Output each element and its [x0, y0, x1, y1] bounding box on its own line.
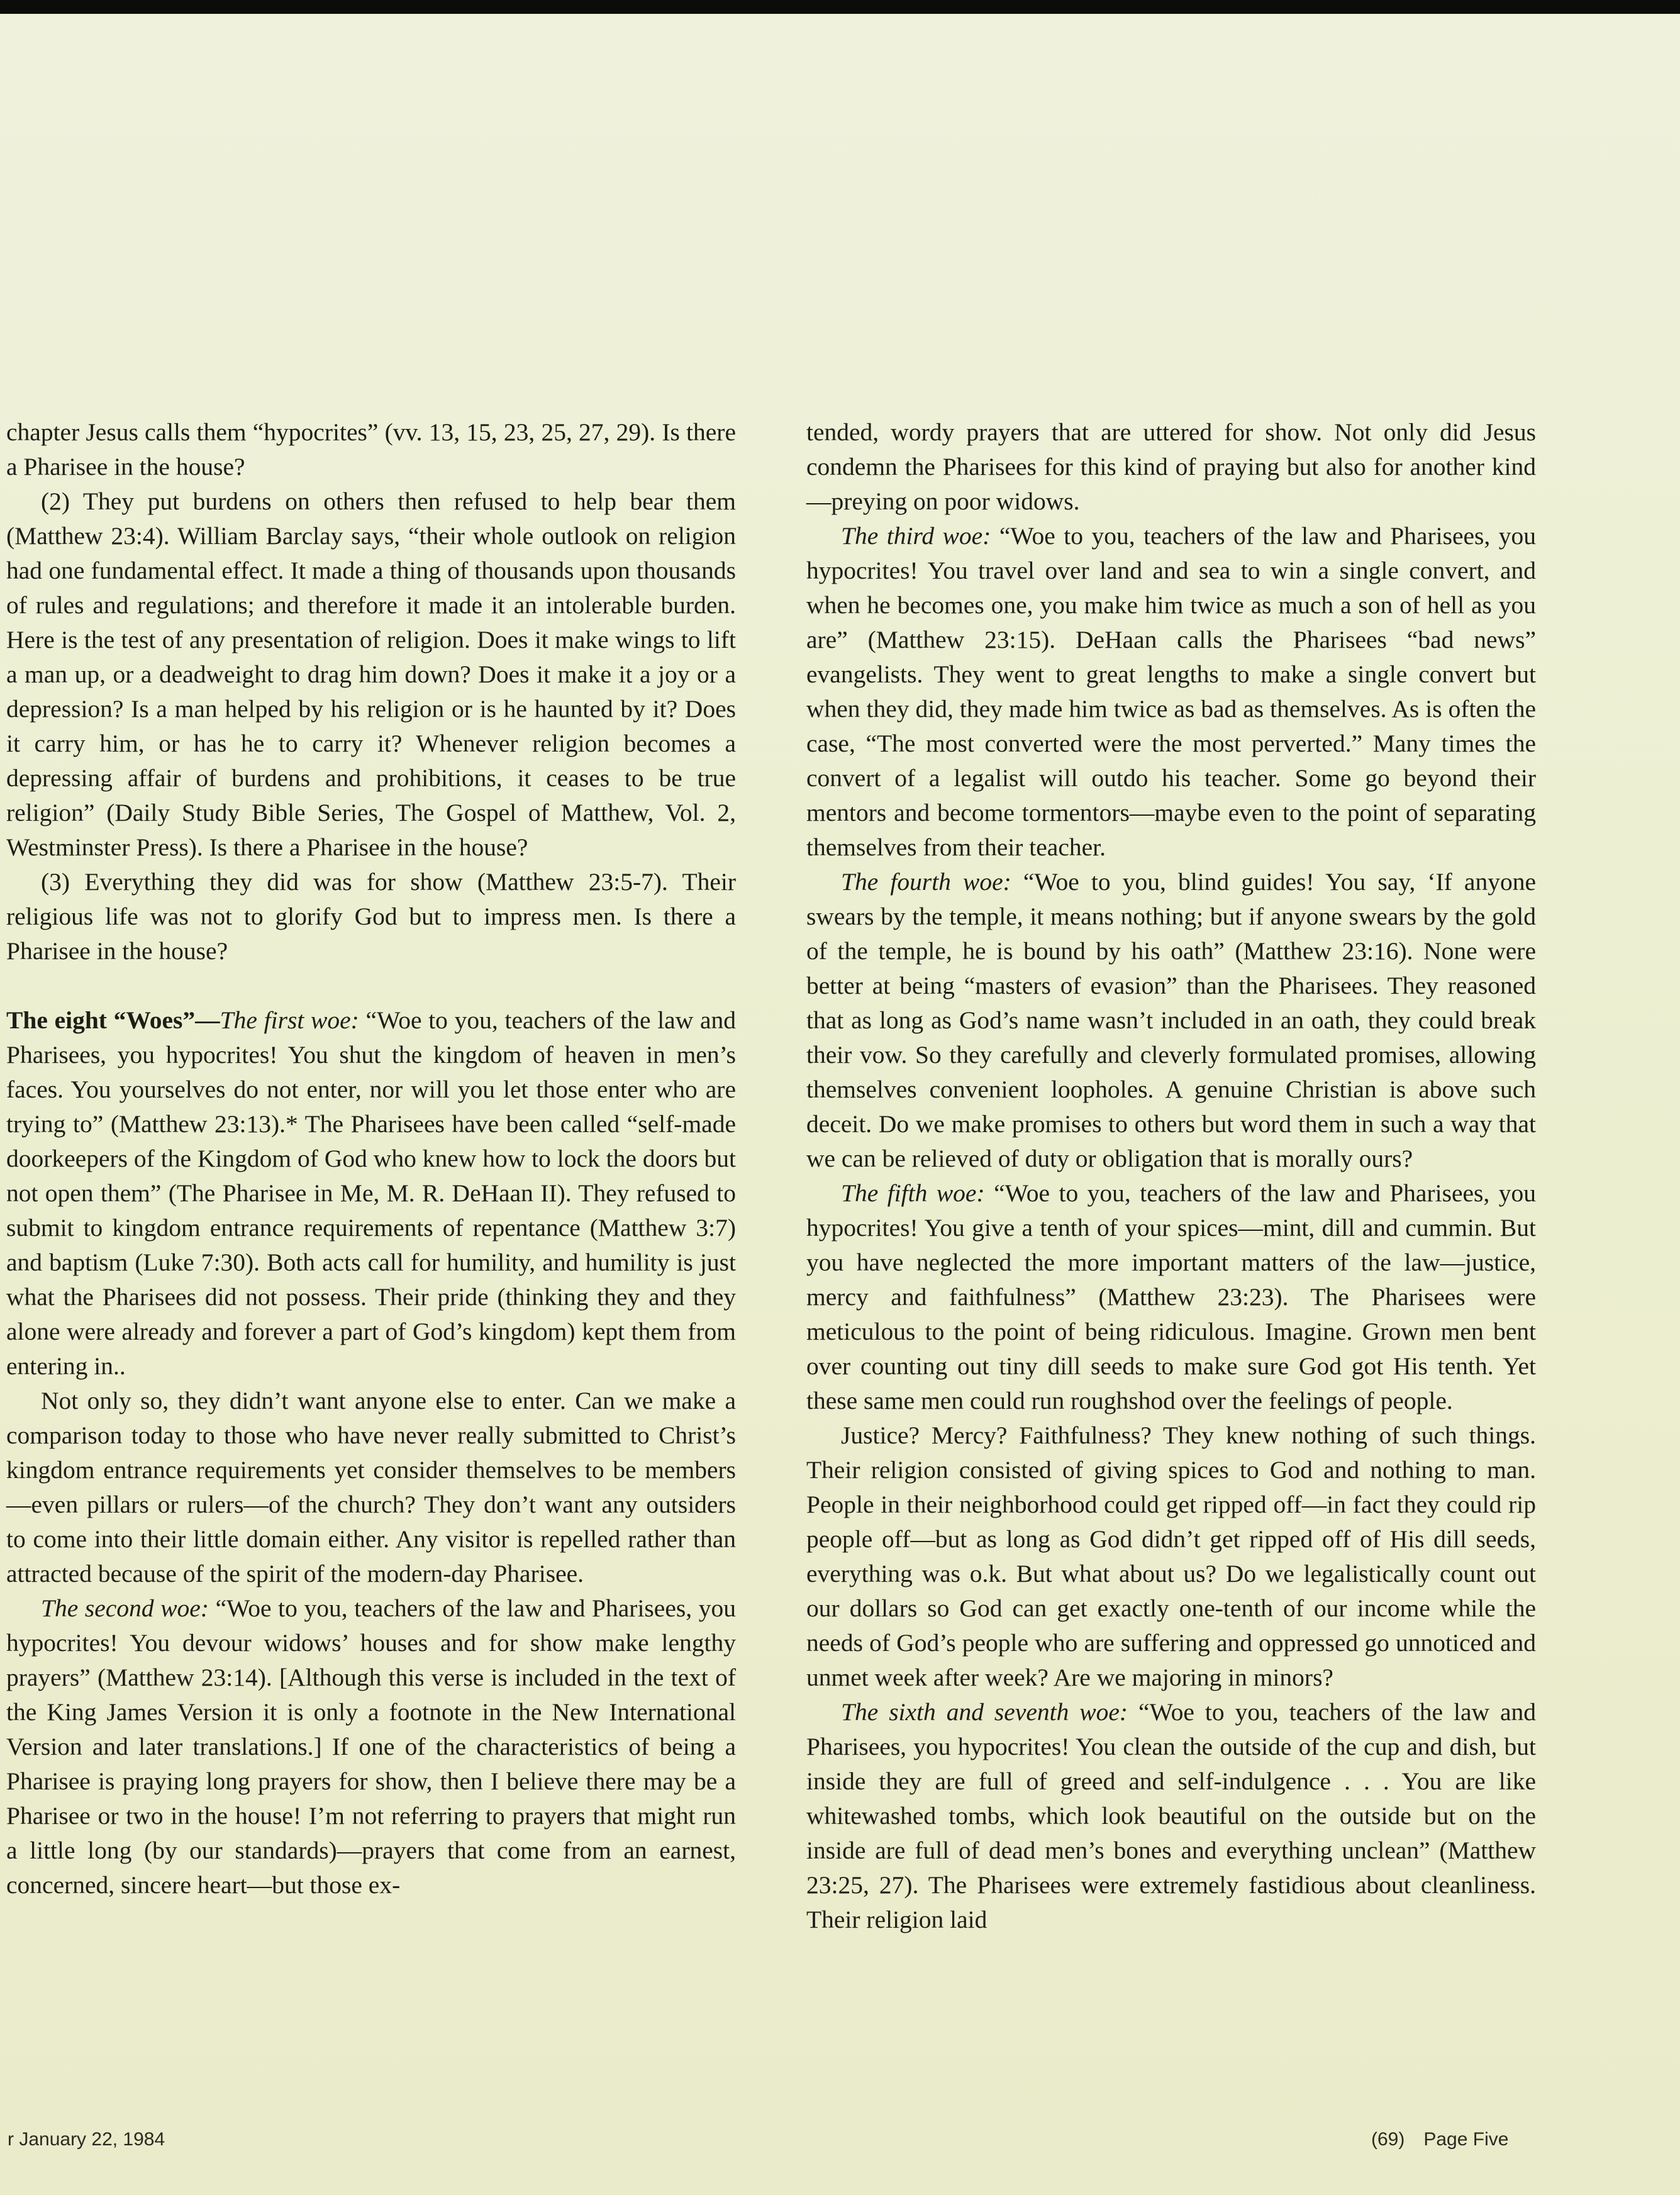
- paragraph: The fourth woe: “Woe to you, blind guides! You say, ‘If anyone swears by the temple, it means nothing; but if anyone swears by the gold of the temple, he is bound by his oath” (Matthew 23:16). None were better at being “masters of evasion” than the Pharisees. They reasoned that as long as God’s name wasn’t included in an oath, they could break their vow. So they carefully and cleverly formulated promises, allowing themselves convenient loopholes. A genuine Christian is above such deceit. Do we make promises to others but word them in such a way that we can be relieved of duty or obligation that is morally ours?: [806, 868, 1536, 1172]
- woe-label: The fourth woe:: [841, 868, 1011, 896]
- footer-date: r January 22, 1984: [8, 2129, 165, 2150]
- section-heading: The eight “Woes”—: [6, 1006, 220, 1034]
- paragraph: The second woe: “Woe to you, teachers of the law and Pharisees, you hypocrites! You devour widows’ houses and for show make lengthy prayers” (Matthew 23:14). [Although this verse is included in the text of the King James Version it is only a footnote in the New International Version and later translations.] If one of the characteristics of being a Pharisee is praying long prayers for show, then I believe there may be a Pharisee or two in the house! I’m not referring to prayers that might run a little long (by our standards)—prayers that come from an earnest, concerned, sincere heart—but those ex-: [6, 1594, 736, 1899]
- paragraph: The third woe: “Woe to you, teachers of the law and Pharisees, you hypocrites! You travel over land and sea to win a single convert, and when he becomes one, you make him twice as much a son of hell as you are” (Matthew 23:15). DeHaan calls the Pharisees “bad news” evangelists. They went to great lengths to make a single convert but when they did, they made him twice as bad as themselves. As is often the case, “The most converted were the most perverted.” Many times the convert of a legalist will outdo his teacher. Some go beyond their mentors and become tormentors—maybe even to the point of separating themselves from their teacher.: [806, 522, 1536, 861]
- paragraph: The sixth and seventh woe: “Woe to you, teachers of the law and Pharisees, you hypocrites! You clean the outside of the cup and dish, but inside they are full of greed and self-indulgence . . . You are like whitewashed tombs, which look beautiful on the outside but on the inside are full of dead men’s bones and everything unclean” (Matthew 23:25, 27). The Pharisees were extremely fastidious about cleanliness. Their religion laid: [806, 1698, 1536, 1933]
- left-column: [6, 415, 736, 1903]
- section-heading-paragraph: The eight “Woes”—The first woe: “Woe to you, teachers of the law and Pharisees, you hypocrites! You shut the kingdom of heaven in men’s faces. You yourselves do not enter, nor will you let those enter who are trying to” (Matthew 23:13).* The Pharisees have been called “self-made doorkeepers of the Kingdom of God who knew how to lock the doors but not open them” (The Pharisee in Me, M. R. DeHaan II). They refused to submit to kingdom entrance requirements of repentance (Matthew 3:7) and baptism (Luke 7:30). Both acts call for humility, and humility is just what the Pharisees did not possess. Their pride (thinking they and they alone were already and forever a part of God’s kingdom) kept them from entering in..: [6, 1006, 736, 1380]
- woe-label: The third woe:: [841, 522, 991, 550]
- paragraph: Justice? Mercy? Faithfulness? They knew nothing of such things. Their religion consisted of giving spices to God and nothing to man. People in their neighborhood could get ripped off—in fact they could rip people off—but as long as God didn’t get ripped off of His dill seeds, everything was o.k. But what about us? Do we legalistically count out our dollars so God can get exactly one-tenth of our income while the needs of God’s people who are suffering and oppressed go unnoticed and unmet week after week? Are we majoring in minors?: [806, 1421, 1536, 1691]
- paragraph: (2) They put burdens on others then refused to help bear them (Matthew 23:4). William Barclay says, “their whole outlook on religion had one fundamental effect. It made a thing of thousands upon thousands of rules and regulations; and therefore it made it an intolerable burden. Here is the test of any presentation of religion. Does it make wings to lift a man up, or a deadweight to drag him down? Does it make it a joy or a depression? Is a man helped by his religion or is he haunted by it? Does it carry him, or has he to carry it? Whenever religion becomes a depressing affair of burdens and prohibitions, it ceases to be true religion” (Daily Study Bible Series, The Gospel of Matthew, Vol. 2, Westminster Press). Is there a Pharisee in the house?: [6, 487, 736, 861]
- page-number: (69): [1371, 2129, 1405, 2150]
- scan-top-edge: [0, 0, 1680, 14]
- footer-page: [1371, 2129, 1508, 2150]
- page-label: Page Five: [1423, 2129, 1509, 2150]
- paragraph: (3) Everything they did was for show (Matthew 23:5-7). Their religious life was not to glorify God but to impress men. Is there a Pharisee in the house?: [6, 868, 736, 965]
- woe-label: The fifth woe:: [841, 1179, 985, 1207]
- woe-label: The sixth and seventh woe:: [841, 1698, 1128, 1726]
- right-column: [806, 415, 1536, 1937]
- paragraph: The fifth woe: “Woe to you, teachers of the law and Pharisees, you hypocrites! You give a tenth of your spices—mint, dill and cummin. But you have neglected the more important matters of the law—justice, mercy and faithfulness” (Matthew 23:23). The Pharisees were meticulous to the point of being ridiculous. Imagine. Grown men bent over counting out tiny dill seeds to make sure God got His tenth. Yet these same men could run roughshod over the feelings of people.: [806, 1179, 1536, 1414]
- woe-label: The second woe:: [41, 1594, 209, 1622]
- paragraph: tended, wordy prayers that are uttered for show. Not only did Jesus condemn the Pharisees for this kind of praying but also for another kind—preying on poor widows.: [806, 418, 1536, 515]
- woe-label: The first woe:: [220, 1006, 359, 1034]
- paragraph: Not only so, they didn’t want anyone else to enter. Can we make a comparison today to those who have never really submitted to Christ’s kingdom entrance requirements yet consider themselves to be members—even pillars or rulers—of the church? They don’t want any outsiders to come into their little domain either. Any visitor is repelled rather than attracted because of the spirit of the modern-day Pharisee.: [6, 1387, 736, 1587]
- paragraph: chapter Jesus calls them “hypocrites” (vv. 13, 15, 23, 25, 27, 29). Is there a Pharisee in the house?: [6, 418, 736, 481]
